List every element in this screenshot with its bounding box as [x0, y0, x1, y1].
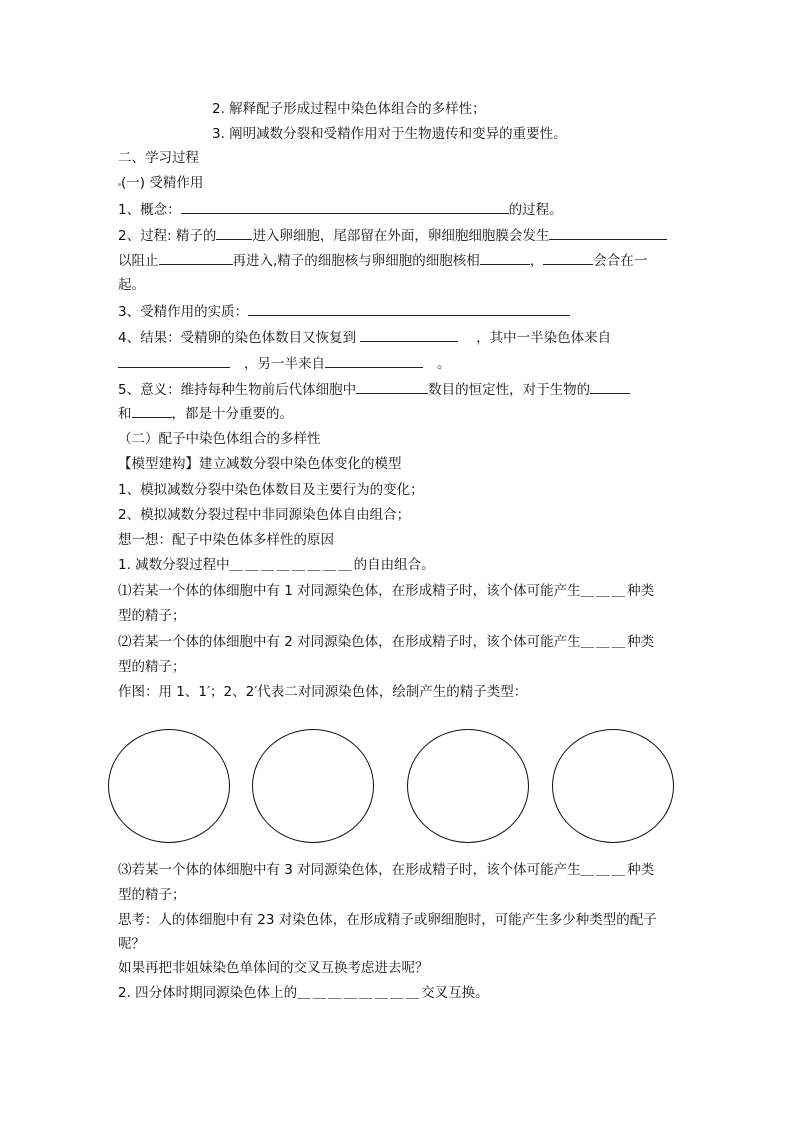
thinking-line-1: 思考：人的体细胞中有 23 对染色体，在形成精子或卵细胞时，可能产生多少种类型的配子: [118, 912, 657, 928]
meaning-text-c: ，都是十分重要的。: [171, 406, 293, 422]
reason2-text: 2. 四分体时期同源染色体上的: [118, 985, 298, 1001]
q2-blank[interactable]: ＿＿＿: [580, 634, 628, 650]
meaning-text-b: 和: [118, 406, 132, 422]
question-1-line-2: 型的精子；: [118, 608, 186, 624]
result-line-1: [118, 327, 611, 348]
process-blank-1[interactable]: [216, 225, 252, 240]
part1-title: (一) 受精作用: [121, 175, 204, 191]
q1-blank[interactable]: ＿＿＿: [580, 583, 628, 599]
process-blank-5[interactable]: [543, 250, 593, 265]
question-2-line-1: [118, 632, 654, 652]
process-blank-2[interactable]: [549, 225, 667, 240]
model-item-2: 2、模拟减数分裂过程中非同源染色体自由组合；: [118, 507, 411, 523]
concept-blank[interactable]: [181, 199, 509, 214]
question-3-line-1: [118, 860, 654, 880]
meaning-text-a: 数目的恒定性，对于生物的: [428, 382, 591, 398]
reason-1: [118, 555, 435, 575]
essence-line: [118, 301, 570, 322]
process-line-3: 起。: [118, 277, 145, 293]
q3-blank[interactable]: ＿＿＿: [580, 862, 628, 878]
process-blank-4[interactable]: [480, 250, 530, 265]
reason2-blank[interactable]: ＿＿＿＿＿＿＿＿: [297, 985, 422, 1001]
meaning-blank-1[interactable]: [356, 379, 428, 394]
process-label: 2、过程: 精子的: [118, 228, 217, 244]
model-item-1: 1、模拟减数分裂中染色体数目及主要行为的变化；: [118, 482, 424, 498]
meaning-line-2: [118, 403, 293, 424]
process-line-2: [118, 250, 647, 271]
drawing-circle-2[interactable]: [252, 729, 374, 843]
process-text-c: 再进入,精子的细胞核与卵细胞的细胞核相: [232, 253, 480, 269]
concept-line: [118, 199, 563, 220]
process-line-1: [118, 225, 667, 246]
result-end: 。: [437, 356, 451, 372]
drawing-instruction: 作图：用 1、1′；2、2′代表二对同源染色体，绘制产生的精子类型：: [118, 684, 528, 700]
q3-text: ⑶若某一个体的体细胞中有 3 对同源染色体，在形成精子时，该个体可能产生: [118, 862, 581, 878]
reason1-suffix: 的自由组合。: [353, 557, 435, 573]
question-2-line-2: 型的精子；: [118, 659, 186, 675]
process-comma: ，: [529, 253, 544, 269]
thinking-line-2: 呢？: [118, 936, 145, 952]
reason1-blank[interactable]: ＿＿＿＿＿＿＿＿: [229, 557, 354, 573]
meaning-blank-2[interactable]: [590, 379, 630, 394]
drawing-circle-3[interactable]: [407, 729, 529, 843]
question-3-line-2: 型的精子；: [118, 887, 186, 903]
crossover-question: 如果再把非姐妹染色单体间的交叉互换考虑进去呢？: [118, 960, 429, 976]
reason2-suffix: 交叉互换。: [421, 985, 489, 1001]
essence-label: 3、受精作用的实质：: [118, 304, 249, 320]
result-text-b: ，另一半来自: [244, 356, 325, 372]
meaning-line-1: [118, 379, 630, 400]
process-text-b: 以阻止: [118, 253, 159, 269]
reason1-text: 1. 减数分裂过程中: [118, 557, 230, 573]
q2-text: ⑵若某一个体的体细胞中有 2 对同源染色体，在形成精子时，该个体可能产生: [118, 634, 581, 650]
q1-text: ⑴若某一个体的体细胞中有 1 对同源染色体，在形成精子时，该个体可能产生: [118, 583, 581, 599]
concept-label: 1、概念：: [118, 202, 181, 218]
result-line-2: [118, 353, 451, 374]
result-blank-3[interactable]: [325, 353, 423, 368]
objective-3: 3. 阐明减数分裂和受精作用对于生物遗传和变异的重要性。: [212, 126, 567, 142]
result-blank-1[interactable]: [360, 327, 458, 342]
objective-2: 2. 解释配子形成过程中染色体组合的多样性；: [212, 101, 486, 117]
section-title: 二、学习过程: [118, 150, 199, 166]
process-text-a: 进入卵细胞，尾部留在外面，卵细胞细胞膜会发生: [252, 228, 550, 244]
process-blank-3[interactable]: [159, 250, 233, 265]
q2-suffix: 种类: [627, 634, 655, 650]
result-label: 4、结果：受精卵的染色体数目又恢复到: [118, 330, 357, 346]
meaning-label: 5、意义：维持每种生物前后代体细胞中: [118, 382, 357, 398]
result-text-a: ，其中一半染色体来自: [476, 330, 612, 346]
q3-suffix: 种类: [627, 862, 655, 878]
process-text-d: 会合在一: [593, 253, 648, 269]
essence-blank[interactable]: [248, 301, 570, 316]
part2-title: （二）配子中染色体组合的多样性: [118, 431, 321, 447]
reason-2: [118, 983, 489, 1003]
drawing-circle-4[interactable]: [552, 729, 674, 843]
meaning-blank-3[interactable]: [132, 403, 172, 418]
question-1-line-1: [118, 581, 654, 601]
q1-suffix: 种类: [627, 583, 655, 599]
model-title: 【模型建构】建立减数分裂中染色体变化的模型: [118, 456, 402, 472]
concept-suffix: 的过程。: [508, 202, 563, 218]
think-heading: 想一想：配子中染色体多样性的原因: [118, 532, 334, 548]
drawing-circle-1[interactable]: [108, 729, 230, 843]
result-blank-2[interactable]: [118, 353, 230, 368]
